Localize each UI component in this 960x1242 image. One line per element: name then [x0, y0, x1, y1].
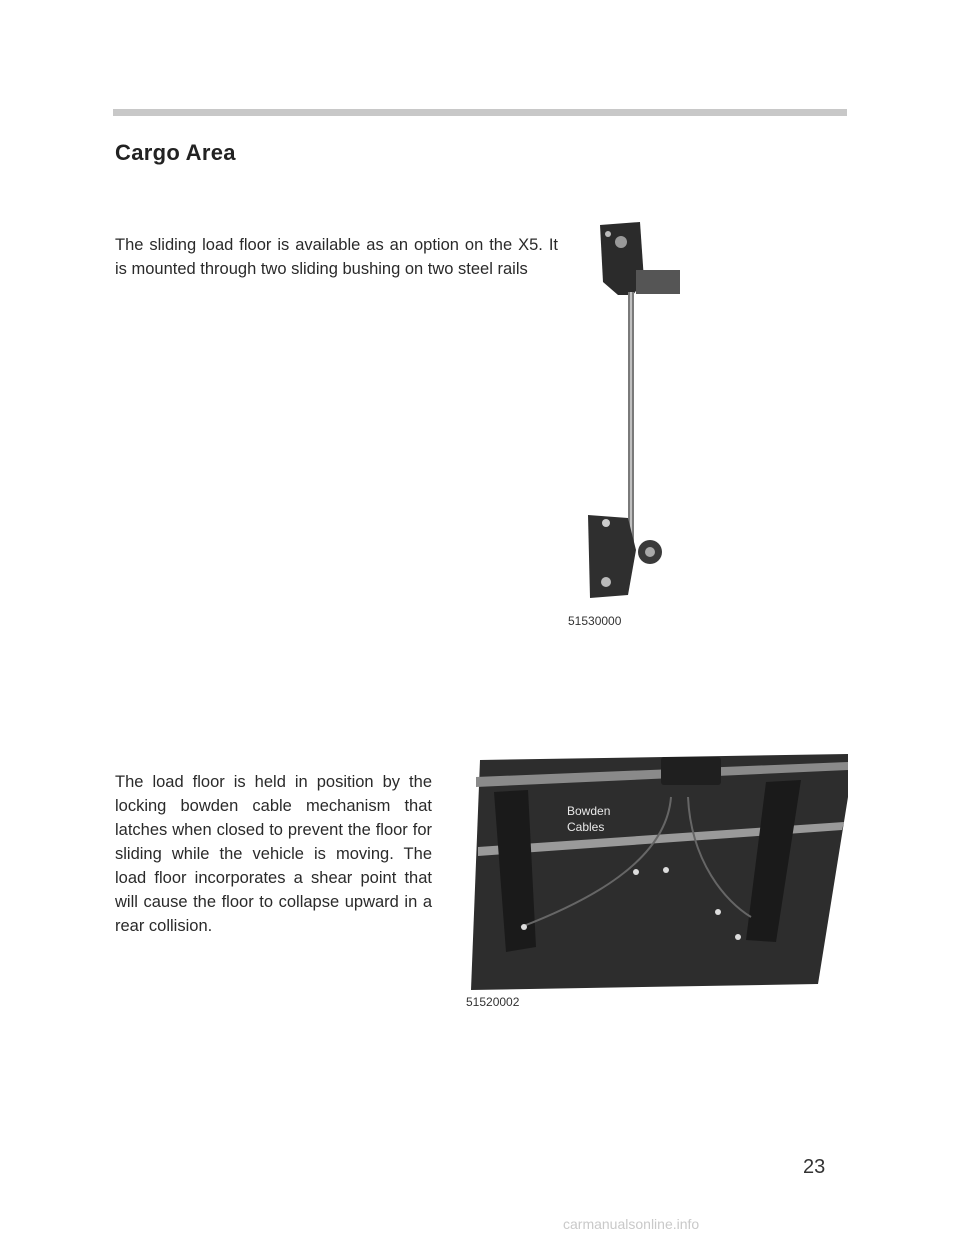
- paragraph-sliding-floor: The sliding load floor is available as an option on the X5. It is mounted through two sliding bushing on two steel rails: [115, 236, 558, 278]
- figure-label-bowden-cables: Bowden Cables: [567, 804, 611, 834]
- header-rule: [113, 109, 847, 116]
- page-title: Cargo Area: [115, 140, 236, 165]
- rail-bracket-photo: [588, 220, 680, 610]
- figure-caption-2: 51520002: [466, 995, 520, 1009]
- paragraph-load-floor: The load floor is held in position by the locking bowden cable mechanism that latches when closed to prevent the floor for sliding while the vehicle is moving. The load floor incorporates a shear point that will cause the floor to collapse upward in a rear collision.: [115, 773, 432, 935]
- watermark: carmanualsonline.info: [563, 1216, 700, 1232]
- figure-caption-1: 51530000: [568, 614, 622, 628]
- load-floor-photo: [466, 752, 848, 990]
- page-number: 23: [803, 1156, 826, 1178]
